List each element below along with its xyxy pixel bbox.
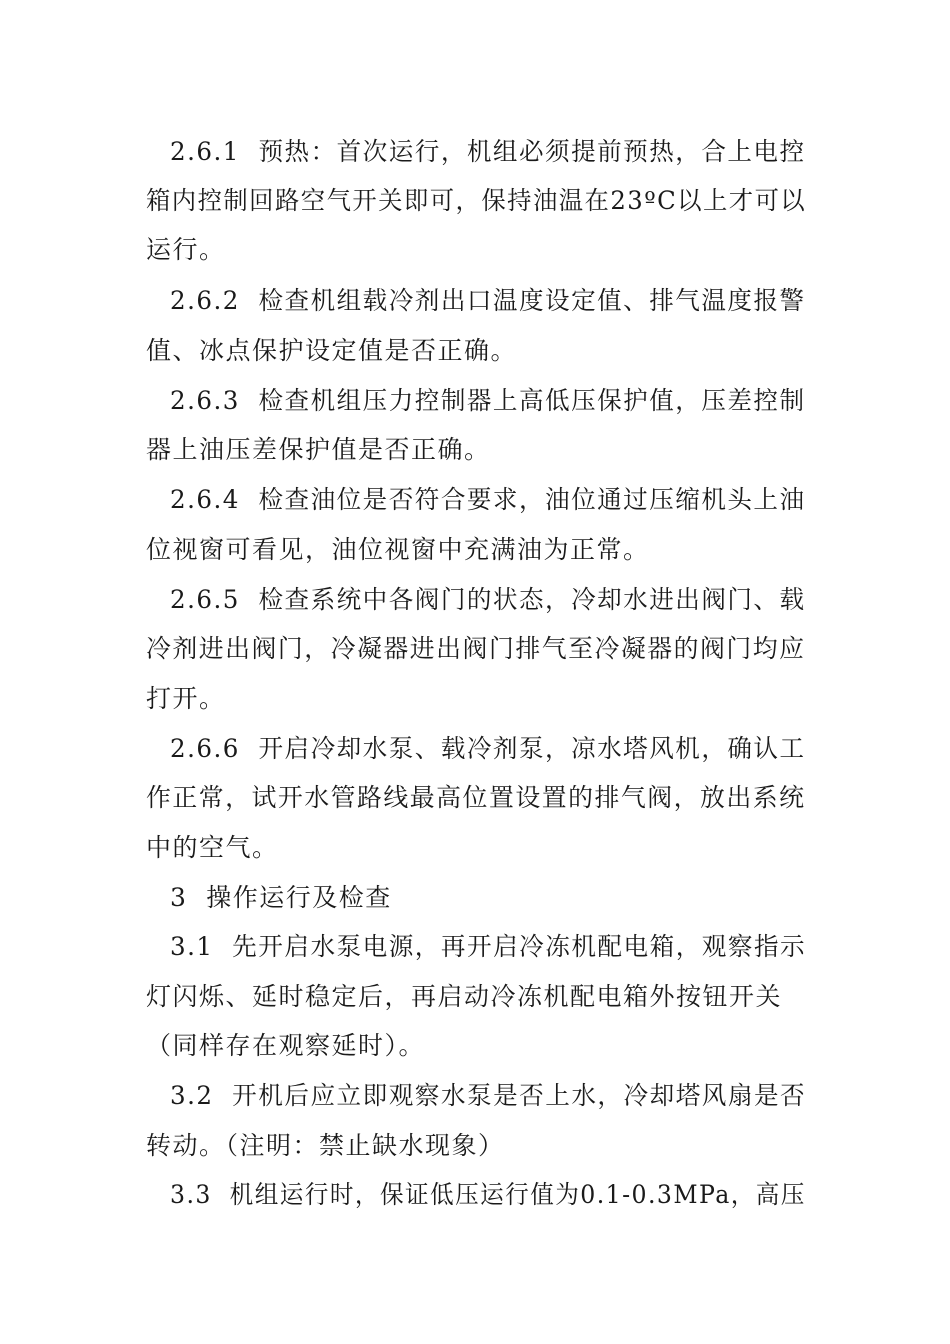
text-line: 3.1 先开启水泵电源，再开启冷冻机配电箱，观察指示 bbox=[170, 932, 807, 961]
text-line: 2.6.4 检查油位是否符合要求，油位通过压缩机头上油 bbox=[170, 485, 806, 514]
text-line: 运行。 bbox=[146, 235, 226, 264]
text-line: 灯闪烁、延时稳定后，再启动冷冻机配电箱外按钮开关 bbox=[146, 982, 783, 1011]
text-line: 作正常，试开水管路线最高位置设置的排气阀，放出系统 bbox=[146, 783, 806, 812]
text-line: 器上油压差保护值是否正确。 bbox=[146, 435, 491, 464]
text-line: 中的空气。 bbox=[146, 833, 279, 862]
text-line: 3.2 开机后应立即观察水泵是否上水，冷却塔风扇是否 bbox=[170, 1081, 807, 1110]
heading-text: 3 操作运行及检查 bbox=[170, 883, 392, 912]
text-line: 2.6.1 预热：首次运行，机组必须提前预热，合上电控 bbox=[170, 137, 806, 166]
text-line: 2.6.2 检查机组载冷剂出口温度设定值、排气温度报警 bbox=[170, 286, 806, 315]
text-line: 位视窗可看见，油位视窗中充满油为正常。 bbox=[146, 535, 650, 564]
text-line: 冷剂进出阀门，冷凝器进出阀门排气至冷凝器的阀门均应 bbox=[146, 634, 806, 663]
text-line: 2.6.6 开启冷却水泵、载冷剂泵，凉水塔风机，确认工 bbox=[170, 734, 806, 763]
text-line: 箱内控制回路空气开关即可，保持油温在23ºC以上才可以 bbox=[146, 186, 807, 215]
text-line: 3.3 机组运行时，保证低压运行值为0.1-0.3MPa，高压 bbox=[170, 1180, 806, 1209]
text-line: 2.6.5 检查系统中各阀门的状态，冷却水进出阀门、载 bbox=[170, 585, 806, 614]
text-line: 打开。 bbox=[146, 684, 226, 713]
text-line: 转动。（注明：禁止缺水现象） bbox=[146, 1131, 505, 1160]
text-line: （同样存在观察延时）。 bbox=[146, 1031, 426, 1060]
text-line: 2.6.3 检查机组压力控制器上高低压保护值，压差控制 bbox=[170, 386, 806, 415]
text-line: 值、冰点保护设定值是否正确。 bbox=[146, 336, 518, 365]
